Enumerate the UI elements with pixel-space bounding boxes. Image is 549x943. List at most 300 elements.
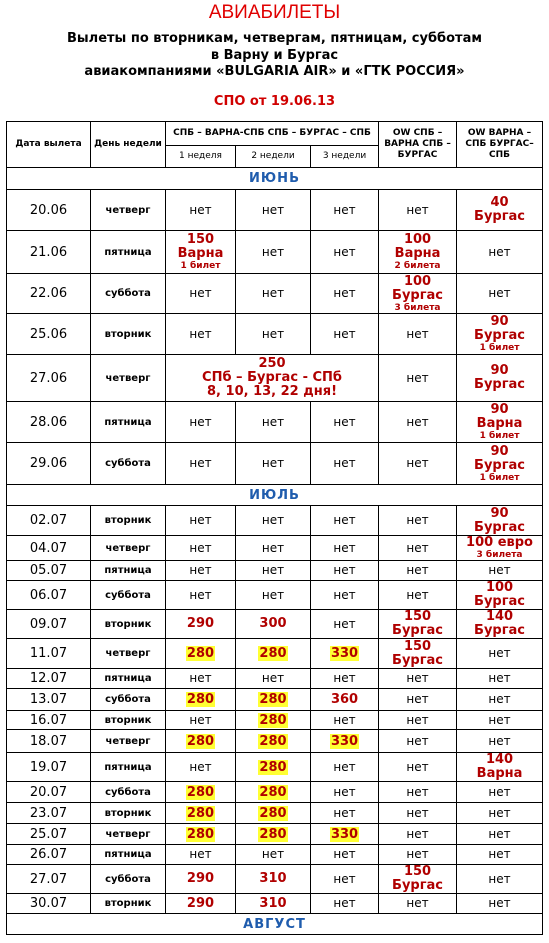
cell-value: нет	[406, 563, 429, 577]
cell-value: нет	[406, 805, 429, 820]
price-cell-w2	[236, 231, 311, 274]
cell-value: нет	[333, 286, 356, 300]
price-cell-ow1	[379, 803, 457, 824]
table-row	[7, 894, 543, 914]
cell-value: нет	[333, 847, 356, 861]
cell-value: нет	[189, 456, 212, 470]
price-line: 90	[490, 402, 509, 417]
price-cell-ow1	[379, 402, 457, 443]
cell-value: нет	[261, 202, 285, 217]
price-cell-ow1	[379, 782, 457, 803]
price-cell-w2	[236, 561, 311, 581]
price-cell-ow1	[379, 314, 457, 355]
price-cell-ow1	[379, 753, 457, 782]
dow-cell: четверг	[91, 536, 166, 561]
cell-value: нет	[333, 616, 356, 631]
highlighted-price: 280	[186, 784, 215, 800]
price-cell-w2	[236, 639, 311, 669]
price-line: Бургас	[474, 328, 526, 343]
price-cell-w3	[311, 803, 379, 824]
price-cell-ow2	[457, 824, 543, 845]
cell-value: нет	[406, 671, 429, 685]
price-line: 290	[186, 895, 215, 911]
cell-value: нет	[406, 587, 429, 602]
promo-cell: 250 СПб – Бургас - СПб 8, 10, 13, 22 дня!	[166, 355, 379, 402]
price-cell-w3	[311, 782, 379, 803]
price-line: 290	[186, 616, 215, 631]
cell-value: нет	[261, 244, 285, 259]
price-cell-w3	[311, 561, 379, 581]
price-cell-w1	[166, 639, 236, 669]
price-cell-ow1	[379, 355, 457, 402]
date-cell: 27.07	[7, 865, 91, 894]
date-cell: 04.07	[7, 536, 91, 561]
cell-value: нет	[261, 540, 285, 555]
ticket-count: 1 билет	[180, 261, 221, 271]
cell-value: нет	[488, 646, 511, 660]
price-line: Бургас	[474, 594, 526, 609]
price-line: 40	[490, 195, 509, 210]
date-cell: 19.07	[7, 753, 91, 782]
price-cell-ow1	[379, 274, 457, 314]
cell-value: нет	[406, 513, 429, 527]
cell-value: нет	[488, 896, 511, 910]
price-cell-w3	[311, 730, 379, 753]
price-cell-ow1	[379, 845, 457, 865]
flights-table	[6, 121, 543, 935]
cell-value: нет	[488, 286, 511, 300]
price-line: 90	[490, 505, 509, 521]
cell-value: нет	[189, 414, 212, 429]
price-cell-w2	[236, 730, 311, 753]
table-row	[7, 782, 543, 803]
highlighted-price: 280	[186, 692, 215, 707]
cell-value: нет	[261, 326, 285, 341]
cell-value: нет	[406, 847, 429, 861]
table-row	[7, 443, 543, 485]
price-cell-ow2	[457, 639, 543, 669]
price-line: 310	[259, 895, 287, 911]
dow-cell: суббота	[91, 274, 166, 314]
ticket-count: 3 билета	[476, 550, 523, 560]
price-cell-w2	[236, 894, 311, 914]
price-cell-w2	[236, 753, 311, 782]
price-cell-ow1	[379, 711, 457, 730]
highlighted-price: 280	[259, 646, 287, 661]
price-cell-w2	[236, 610, 311, 639]
date-cell: 28.06	[7, 402, 91, 443]
header-date: Дата вылета	[7, 122, 91, 168]
price-cell-w2	[236, 711, 311, 730]
table-row	[7, 561, 543, 581]
price-cell-ow2	[457, 402, 543, 443]
date-cell: 18.07	[7, 730, 91, 753]
price-line: 100	[403, 232, 432, 247]
price-cell-w2	[236, 669, 311, 689]
price-line: Бургас	[392, 623, 444, 638]
price-cell-w1	[166, 581, 236, 610]
price-cell-ow1	[379, 689, 457, 711]
cell-value: нет	[333, 896, 356, 910]
cell-value: нет	[406, 784, 429, 799]
ticket-count: 3 билета	[394, 302, 441, 313]
date-cell: 02.07	[7, 506, 91, 536]
price-cell-ow2	[457, 711, 543, 730]
table-row	[7, 669, 543, 689]
highlighted-price: 280	[259, 759, 287, 775]
price-cell-w2	[236, 536, 311, 561]
price-cell-w1	[166, 274, 236, 314]
price-cell-w1	[166, 610, 236, 639]
cell-value: нет	[488, 733, 511, 748]
cell-value: нет	[261, 847, 285, 861]
table-row	[7, 274, 543, 314]
dow-cell: вторник	[91, 314, 166, 355]
price-cell-ow2	[457, 845, 543, 865]
cell-value: нет	[261, 286, 285, 300]
price-line: Бургас	[474, 457, 526, 473]
dow-cell: четверг	[91, 824, 166, 845]
price-cell-w1	[166, 894, 236, 914]
cell-value: нет	[189, 202, 212, 217]
date-cell: 21.06	[7, 231, 91, 274]
cell-value: нет	[189, 286, 212, 300]
table-row	[7, 689, 543, 711]
price-cell-w1	[166, 711, 236, 730]
price-cell-w2	[236, 689, 311, 711]
price-line: Бургас	[392, 652, 444, 668]
price-cell-w3	[311, 581, 379, 610]
date-cell: 13.07	[7, 689, 91, 711]
price-line: 90	[490, 443, 509, 459]
cell-value: нет	[488, 244, 511, 259]
price-cell-w3	[311, 536, 379, 561]
price-cell-w1	[166, 231, 236, 274]
dow-cell: пятница	[91, 561, 166, 581]
price-cell-w3	[311, 190, 379, 231]
highlighted-price: 280	[259, 826, 287, 842]
price-cell-w1	[166, 314, 236, 355]
cell-value: нет	[406, 370, 429, 385]
price-cell-ow2	[457, 894, 543, 914]
cell-value: нет	[406, 202, 429, 217]
cell-value: нет	[488, 712, 511, 727]
month-label: ИЮЛЬ	[7, 485, 543, 506]
table-row	[7, 753, 543, 782]
price-cell-w3	[311, 639, 379, 669]
price-cell-w2	[236, 803, 311, 824]
dow-cell: вторник	[91, 711, 166, 730]
price-line: Бургас	[392, 878, 444, 893]
date-cell: 16.07	[7, 711, 91, 730]
price-cell-ow1	[379, 730, 457, 753]
price-cell-w1	[166, 782, 236, 803]
cell-value: нет	[488, 826, 511, 841]
price-cell-ow2	[457, 581, 543, 610]
price-cell-w3	[311, 865, 379, 894]
table-row	[7, 824, 543, 845]
price-cell-w2	[236, 274, 311, 314]
price-cell-w3	[311, 314, 379, 355]
price-cell-w3	[311, 753, 379, 782]
cell-value: нет	[189, 326, 212, 341]
price-cell-w3	[311, 231, 379, 274]
cell-value: нет	[406, 712, 429, 727]
price-cell-ow2	[457, 865, 543, 894]
date-cell: 27.06	[7, 355, 91, 402]
price-cell-w1	[166, 402, 236, 443]
date-cell: 20.07	[7, 782, 91, 803]
price-line: 150	[403, 638, 432, 654]
highlighted-price: 280	[186, 805, 215, 821]
price-line: 100	[485, 580, 514, 595]
cell-value: нет	[406, 456, 429, 470]
cell-value: нет	[189, 847, 212, 861]
price-line: 150	[186, 232, 215, 247]
table-row	[7, 355, 543, 402]
table-row	[7, 610, 543, 639]
dow-cell: пятница	[91, 845, 166, 865]
price-cell-w2	[236, 845, 311, 865]
cell-value: нет	[333, 759, 356, 774]
dow-cell: суббота	[91, 865, 166, 894]
price-cell-w1	[166, 561, 236, 581]
cell-value: нет	[333, 540, 356, 555]
header-week-3: 3 недели	[311, 146, 379, 168]
price-line: Бургас	[474, 377, 526, 392]
price-cell-w2	[236, 824, 311, 845]
highlighted-price: 280	[186, 733, 215, 749]
price-cell-w1	[166, 190, 236, 231]
cell-value: нет	[406, 759, 429, 774]
dow-cell: вторник	[91, 610, 166, 639]
cell-value: нет	[488, 671, 511, 685]
cell-value: нет	[261, 671, 285, 685]
date-cell: 09.07	[7, 610, 91, 639]
price-cell-ow1	[379, 231, 457, 274]
price-line: 100 евро	[466, 535, 533, 550]
price-cell-w3	[311, 506, 379, 536]
price-line: 140	[485, 609, 514, 624]
date-cell: 22.06	[7, 274, 91, 314]
table-row	[7, 231, 543, 274]
cell-value: нет	[333, 414, 356, 429]
cell-value: нет	[333, 326, 356, 341]
highlighted-price: 280	[259, 712, 287, 728]
dow-cell: четверг	[91, 190, 166, 231]
price-line: 100	[403, 273, 432, 289]
price-cell-w1	[166, 865, 236, 894]
cell-value: нет	[406, 896, 429, 910]
cell-value: нет	[261, 563, 285, 577]
price-cell-ow1	[379, 443, 457, 485]
price-cell-w3	[311, 845, 379, 865]
dow-cell: четверг	[91, 355, 166, 402]
cell-value: нет	[261, 414, 285, 429]
price-cell-w1	[166, 536, 236, 561]
table-row	[7, 730, 543, 753]
price-cell-ow2	[457, 610, 543, 639]
highlighted-price: 280	[186, 646, 215, 661]
price-cell-w3	[311, 711, 379, 730]
price-cell-ow2	[457, 536, 543, 561]
price-cell-w2	[236, 443, 311, 485]
dow-cell: суббота	[91, 581, 166, 610]
price-cell-ow1	[379, 824, 457, 845]
price-cell-ow1	[379, 506, 457, 536]
price-cell-w1	[166, 689, 236, 711]
price-cell-ow1	[379, 190, 457, 231]
cell-value: нет	[189, 563, 212, 577]
date-cell: 05.07	[7, 561, 91, 581]
cell-value: нет	[406, 733, 429, 748]
highlighted-price: 280	[259, 784, 287, 800]
price-cell-ow1	[379, 894, 457, 914]
ticket-count: 1 билет	[479, 431, 520, 441]
price-cell-w2	[236, 506, 311, 536]
dow-cell: вторник	[91, 894, 166, 914]
price-cell-ow2	[457, 231, 543, 274]
price-cell-ow1	[379, 536, 457, 561]
price-cell-ow2	[457, 730, 543, 753]
subtitle-line-1: Вылеты по вторникам, четвергам, пятницам, субботам	[67, 31, 482, 46]
price-cell-ow2	[457, 506, 543, 536]
cell-value: нет	[333, 563, 356, 577]
price-cell-w2	[236, 314, 311, 355]
date-cell: 29.06	[7, 443, 91, 485]
cell-value: нет	[189, 671, 212, 685]
subtitle-line-3: авиакомпаниями «BULGARIA AIR» и «ГТК РОССИЯ»	[84, 64, 465, 79]
month-row-june	[7, 168, 543, 190]
ticket-count: 2 билета	[394, 261, 441, 271]
table-row	[7, 536, 543, 561]
highlighted-price: 330	[330, 733, 359, 749]
date-cell: 26.07	[7, 845, 91, 865]
cell-value: нет	[488, 784, 511, 799]
cell-value: нет	[333, 805, 356, 820]
table-row	[7, 639, 543, 669]
price-line: Бургас	[474, 623, 526, 638]
cell-value: нет	[488, 871, 511, 886]
price-cell-w1	[166, 669, 236, 689]
price-cell-ow1	[379, 669, 457, 689]
cell-value: нет	[189, 540, 212, 555]
price-cell-w1	[166, 730, 236, 753]
price-cell-w1	[166, 845, 236, 865]
cell-value: нет	[189, 587, 212, 602]
price-line: 310	[259, 871, 287, 886]
table-row	[7, 314, 543, 355]
date-cell: 12.07	[7, 669, 91, 689]
cell-value: нет	[261, 587, 285, 602]
dow-cell: суббота	[91, 443, 166, 485]
price-cell-ow1	[379, 639, 457, 669]
cell-value: нет	[333, 513, 356, 527]
dow-cell: пятница	[91, 753, 166, 782]
price-cell-ow2	[457, 803, 543, 824]
cell-value: нет	[189, 759, 212, 774]
price-cell-w2	[236, 581, 311, 610]
dow-cell: пятница	[91, 669, 166, 689]
price-line: Бургас	[474, 519, 526, 535]
price-cell-ow2	[457, 561, 543, 581]
highlighted-price: 280	[186, 826, 215, 842]
price-line: 300	[259, 616, 287, 631]
price-cell-w3	[311, 443, 379, 485]
dow-cell: пятница	[91, 402, 166, 443]
table-row	[7, 190, 543, 231]
price-cell-w1	[166, 753, 236, 782]
header-route: СПБ – ВАРНА-СПБ СПБ – БУРГАС – СПБ	[166, 122, 379, 146]
cell-value: нет	[189, 712, 212, 727]
price-cell-ow1	[379, 581, 457, 610]
header-week-1: 1 неделя	[166, 146, 236, 168]
price-cell-ow2	[457, 669, 543, 689]
highlighted-price: 280	[259, 733, 287, 749]
price-line: 90	[490, 314, 509, 329]
cell-value: нет	[406, 326, 429, 341]
dow-cell: суббота	[91, 689, 166, 711]
month-row-july	[7, 485, 543, 506]
cell-value: нет	[333, 587, 356, 602]
price-cell-ow2	[457, 753, 543, 782]
cell-value: нет	[261, 513, 285, 527]
table-row	[7, 711, 543, 730]
date-cell: 23.07	[7, 803, 91, 824]
price-cell-ow2	[457, 689, 543, 711]
highlighted-price: 330	[330, 646, 359, 661]
cell-value: нет	[488, 805, 511, 820]
price-cell-w3	[311, 689, 379, 711]
dow-cell: вторник	[91, 506, 166, 536]
price-cell-w3	[311, 669, 379, 689]
cell-value: нет	[333, 456, 356, 470]
cell-value: нет	[488, 692, 511, 706]
price-cell-ow2	[457, 274, 543, 314]
price-cell-ow1	[379, 865, 457, 894]
table-row	[7, 402, 543, 443]
price-line: Варна	[476, 766, 523, 781]
price-cell-ow2	[457, 443, 543, 485]
price-line: 290	[186, 871, 215, 886]
date-cell: 20.06	[7, 190, 91, 231]
ticket-count: 1 билет	[479, 343, 520, 353]
price-line: Бургас	[474, 209, 526, 224]
dow-cell: четверг	[91, 639, 166, 669]
price-cell-w1	[166, 506, 236, 536]
dow-cell: вторник	[91, 803, 166, 824]
month-label: АВГУСТ	[7, 914, 543, 935]
price-line: 140	[485, 752, 514, 767]
cell-value: нет	[406, 826, 429, 841]
subtitle-line-2: в Варну и Бургас	[210, 48, 339, 63]
cell-value: нет	[333, 244, 356, 259]
cell-value: нет	[488, 563, 511, 577]
price-cell-w3	[311, 894, 379, 914]
ticket-count: 1 билет	[479, 472, 520, 483]
price-line: 150	[403, 609, 432, 624]
price-cell-w3	[311, 274, 379, 314]
price-cell-w1	[166, 824, 236, 845]
table-row	[7, 803, 543, 824]
cell-value: нет	[333, 202, 356, 217]
dow-cell: суббота	[91, 782, 166, 803]
price-cell-w3	[311, 402, 379, 443]
highlighted-price: 280	[259, 805, 287, 821]
cell-value: нет	[333, 671, 356, 685]
price-cell-w2	[236, 782, 311, 803]
price-line: Варна	[394, 246, 441, 261]
